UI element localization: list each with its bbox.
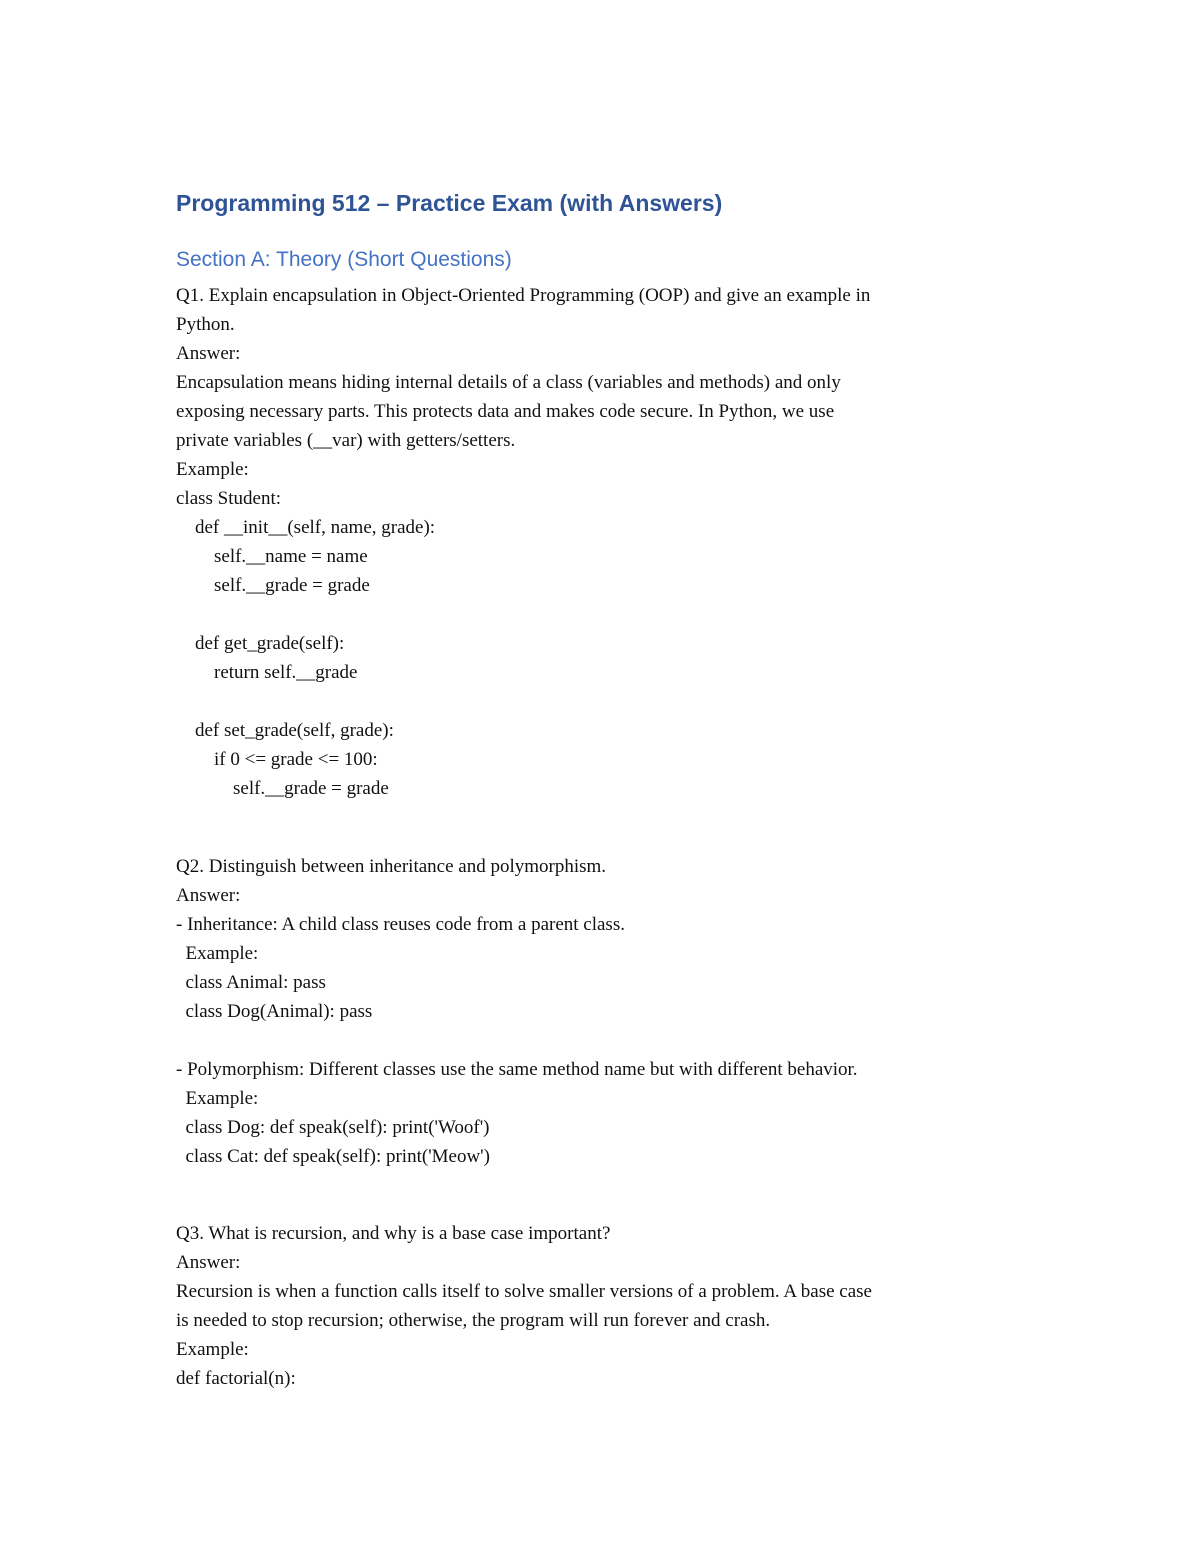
q2-polymorphism-example-label: Example: — [176, 1088, 259, 1109]
q2-inheritance-line: - Inheritance: A child class reuses code from a parent class. — [176, 914, 625, 935]
q1-code-line: def get_grade(self): — [176, 633, 345, 654]
q2-question: Q2. Distinguish between inheritance and polymorphism. — [176, 856, 607, 877]
page-title: Programming 512 – Practice Exam (with Answers) — [176, 190, 723, 216]
q3-question: Q3. What is recursion, and why is a base case important? — [176, 1223, 611, 1244]
q1-answer-line-3: private variables (__var) with getters/setters. — [176, 430, 516, 451]
q2-polymorphism-code-line-1: class Dog: def speak(self): print('Woof') — [176, 1117, 490, 1138]
q1-answer-line-1: Encapsulation means hiding internal details of a class (variables and methods) and only — [176, 372, 841, 393]
q3-answer-line-2: is needed to stop recursion; otherwise, the program will run forever and crash. — [176, 1310, 771, 1331]
q1-code-line: self.__name = name — [176, 546, 368, 567]
q1-answer-line-2: exposing necessary parts. This protects data and makes code secure. In Python, we use — [176, 401, 835, 422]
q1-code-line: class Student: — [176, 488, 282, 509]
q1-code-line: def set_grade(self, grade): — [176, 720, 394, 741]
q3-example-label: Example: — [176, 1339, 249, 1360]
q2-answer-label: Answer: — [176, 885, 241, 906]
q1-code-line: return self.__grade — [176, 662, 358, 683]
q3-answer-line-1: Recursion is when a function calls itself to solve smaller versions of a problem. A base case — [176, 1281, 872, 1302]
q1-code-line: if 0 <= grade <= 100: — [176, 749, 378, 770]
q2-polymorphism-line: - Polymorphism: Different classes use the same method name but with different behavior. — [176, 1059, 858, 1080]
q2-inheritance-example-label: Example: — [176, 943, 259, 964]
q1-code-line: def __init__(self, name, grade): — [176, 517, 436, 538]
q1-answer-label: Answer: — [176, 343, 241, 364]
q1-example-label: Example: — [176, 459, 249, 480]
q1-question-line-1: Q1. Explain encapsulation in Object-Oriented Programming (OOP) and give an example in — [176, 285, 871, 306]
section-a-heading: Section A: Theory (Short Questions) — [176, 248, 512, 271]
q1-code-line: self.__grade = grade — [176, 778, 389, 799]
q1-question-line-2: Python. — [176, 314, 235, 335]
q2-polymorphism-code-line-2: class Cat: def speak(self): print('Meow') — [176, 1146, 490, 1167]
q2-inheritance-code-line-2: class Dog(Animal): pass — [176, 1001, 373, 1022]
q2-inheritance-code-line-1: class Animal: pass — [176, 972, 326, 993]
q3-answer-label: Answer: — [176, 1252, 241, 1273]
q1-code-line: self.__grade = grade — [176, 575, 370, 596]
q3-code-line-1: def factorial(n): — [176, 1368, 296, 1389]
